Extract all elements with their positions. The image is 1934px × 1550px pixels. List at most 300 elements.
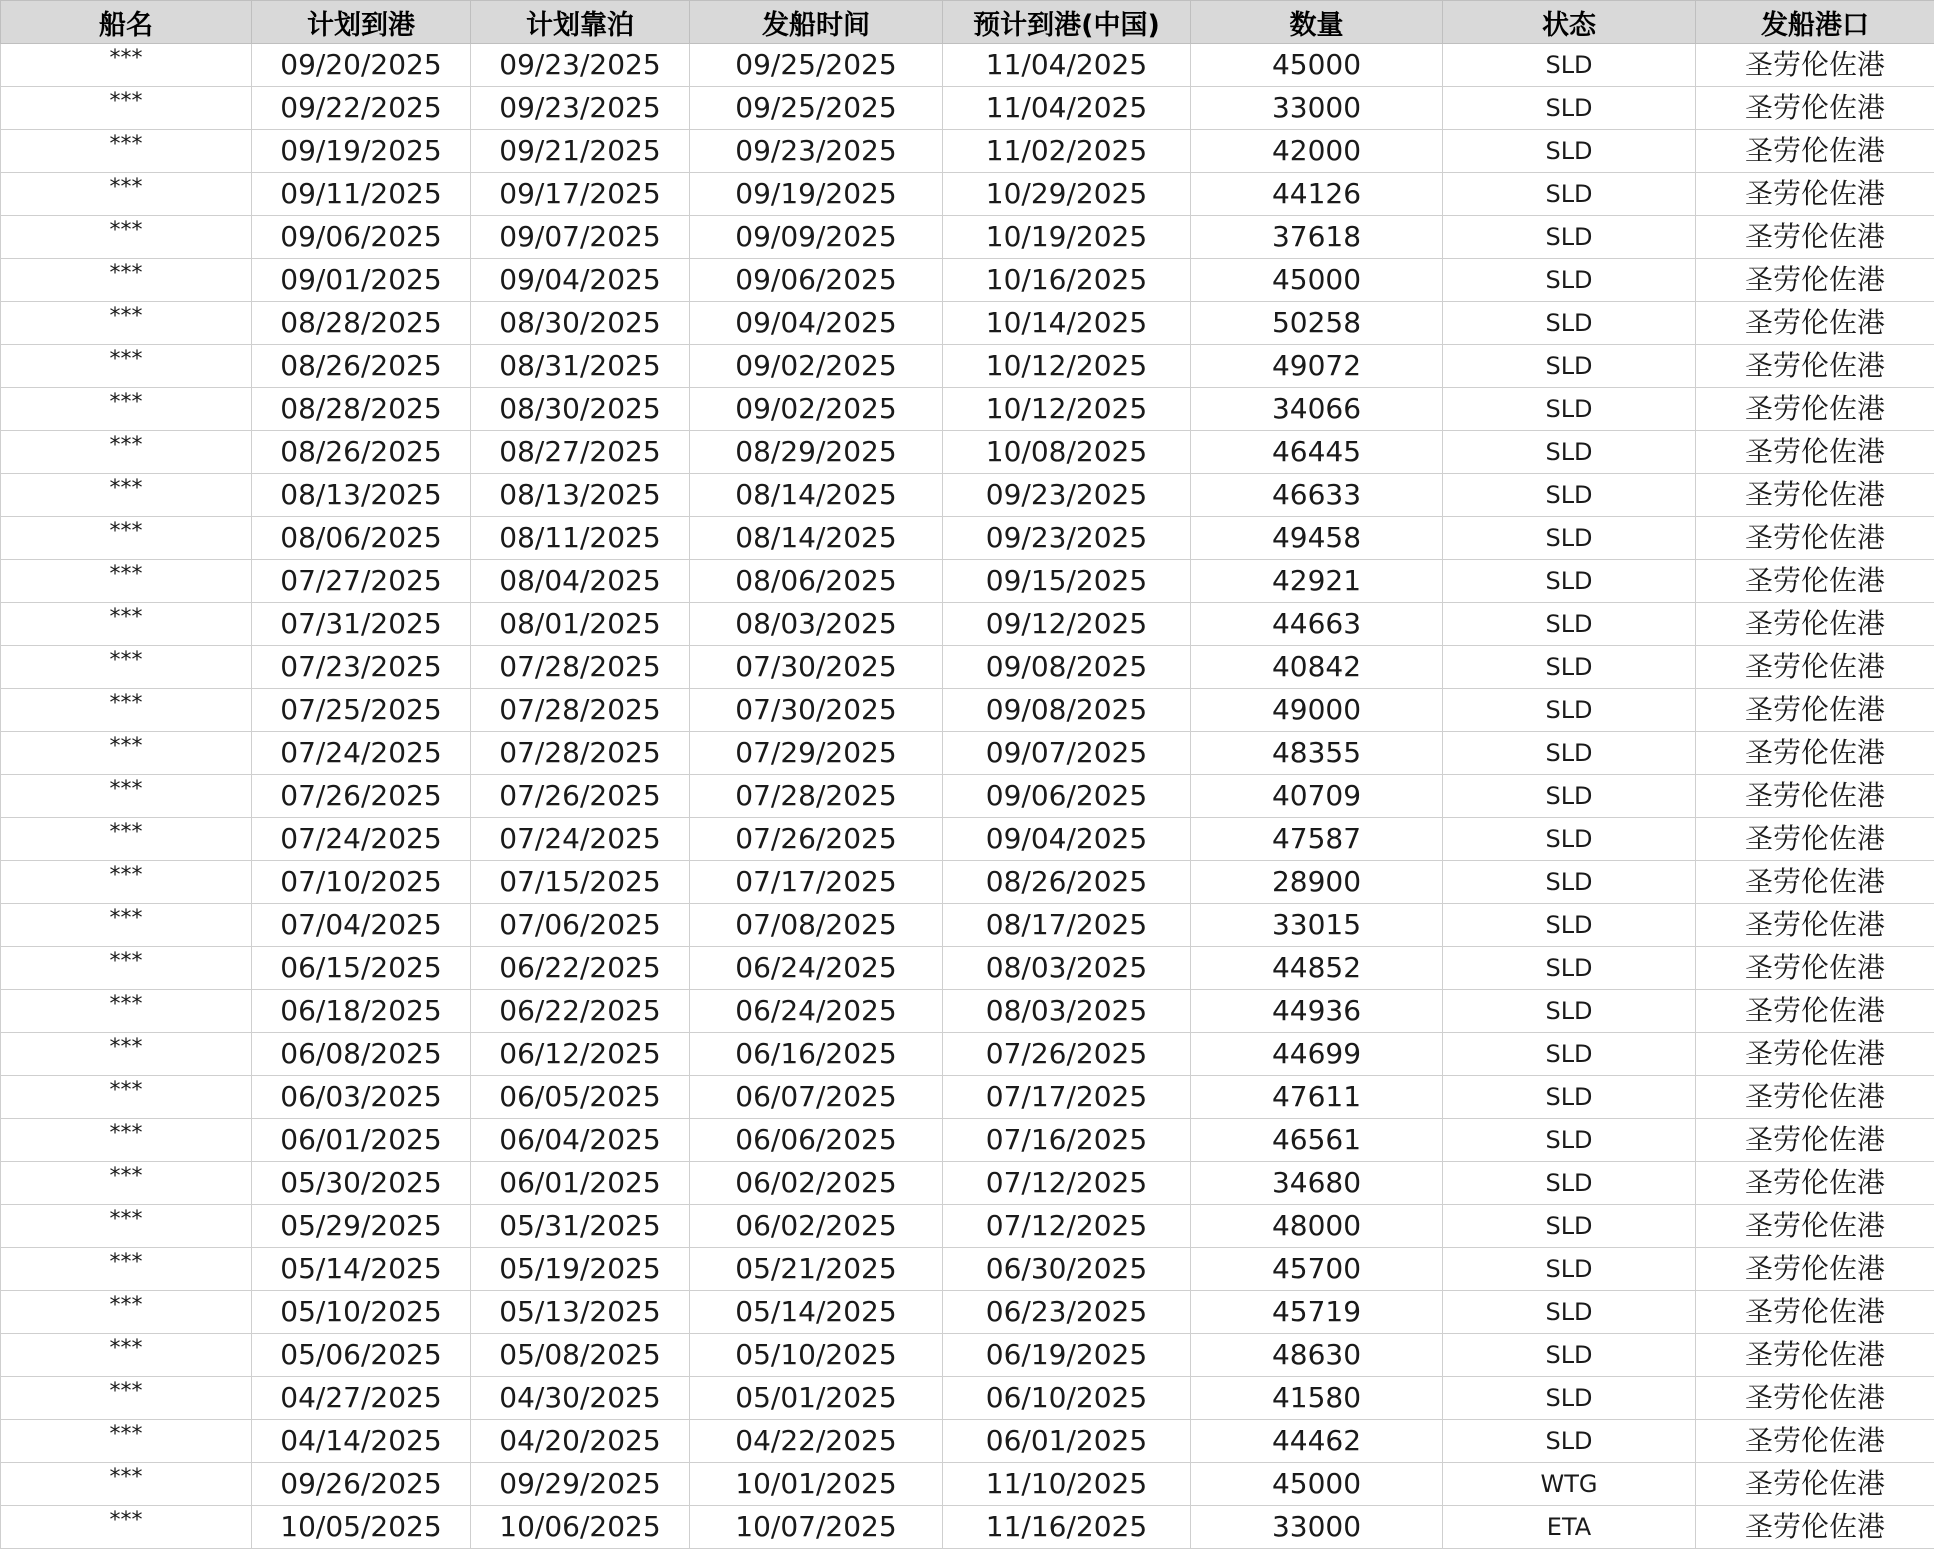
vessel-name-cell: *** [1,1248,252,1291]
quantity-cell: 42921 [1191,560,1443,603]
quantity-cell: 44699 [1191,1033,1443,1076]
table-row [1,302,1934,345]
departure-port-cell: 圣劳伦佐港 [1696,1291,1934,1334]
planned-berthing-cell: 09/29/2025 [471,1463,690,1506]
vessel-name-cell: *** [1,87,252,130]
vessel-name-cell: *** [1,1506,252,1549]
departure-port-cell: 圣劳伦佐港 [1696,302,1934,345]
planned-berthing-cell: 06/04/2025 [471,1119,690,1162]
vessel-name-cell: *** [1,1420,252,1463]
eta-china-cell: 10/12/2025 [943,345,1191,388]
planned-berthing-cell: 06/01/2025 [471,1162,690,1205]
planned-arrival-cell: 08/13/2025 [252,474,471,517]
eta-china-cell: 07/12/2025 [943,1205,1191,1248]
planned-berthing-cell: 08/30/2025 [471,302,690,345]
planned-arrival-cell: 07/31/2025 [252,603,471,646]
eta-china-cell: 10/29/2025 [943,173,1191,216]
planned-arrival-cell: 07/25/2025 [252,689,471,732]
planned-arrival-cell: 08/28/2025 [252,388,471,431]
departure-time-cell: 07/28/2025 [690,775,943,818]
quantity-cell: 28900 [1191,861,1443,904]
quantity-cell: 44462 [1191,1420,1443,1463]
vessel-name-cell: *** [1,130,252,173]
eta-china-cell: 09/15/2025 [943,560,1191,603]
status-cell: SLD [1443,87,1696,130]
departure-port-cell: 圣劳伦佐港 [1696,388,1934,431]
planned-berthing-cell: 07/28/2025 [471,689,690,732]
departure-time-cell: 07/29/2025 [690,732,943,775]
planned-arrival-cell: 07/04/2025 [252,904,471,947]
vessel-name-cell: *** [1,1463,252,1506]
status-cell: SLD [1443,1076,1696,1119]
vessel-name-cell: *** [1,474,252,517]
status-cell: SLD [1443,474,1696,517]
departure-port-cell: 圣劳伦佐港 [1696,818,1934,861]
quantity-cell: 33000 [1191,1506,1443,1549]
table-row [1,517,1934,560]
table-row [1,216,1934,259]
planned-arrival-cell: 07/24/2025 [252,818,471,861]
status-cell: SLD [1443,173,1696,216]
departure-port-cell: 圣劳伦佐港 [1696,173,1934,216]
departure-port-cell: 圣劳伦佐港 [1696,1205,1934,1248]
table-row [1,904,1934,947]
header-status: 状态 [1443,1,1696,44]
vessel-name-cell: *** [1,1033,252,1076]
quantity-cell: 46561 [1191,1119,1443,1162]
planned-arrival-cell: 08/26/2025 [252,345,471,388]
eta-china-cell: 08/17/2025 [943,904,1191,947]
departure-time-cell: 09/25/2025 [690,87,943,130]
status-cell: WTG [1443,1463,1696,1506]
planned-berthing-cell: 08/11/2025 [471,517,690,560]
status-cell: SLD [1443,732,1696,775]
planned-arrival-cell: 07/26/2025 [252,775,471,818]
status-cell: SLD [1443,990,1696,1033]
vessel-name-cell: *** [1,1205,252,1248]
status-cell: SLD [1443,818,1696,861]
table-row [1,861,1934,904]
table-row [1,431,1934,474]
planned-arrival-cell: 05/29/2025 [252,1205,471,1248]
eta-china-cell: 06/19/2025 [943,1334,1191,1377]
departure-time-cell: 09/09/2025 [690,216,943,259]
planned-berthing-cell: 09/23/2025 [471,44,690,87]
vessel-name-cell: *** [1,216,252,259]
header-departure-time: 发船时间 [690,1,943,44]
quantity-cell: 45000 [1191,44,1443,87]
eta-china-cell: 07/26/2025 [943,1033,1191,1076]
planned-arrival-cell: 05/14/2025 [252,1248,471,1291]
departure-port-cell: 圣劳伦佐港 [1696,861,1934,904]
table-row [1,1076,1934,1119]
quantity-cell: 45700 [1191,1248,1443,1291]
planned-berthing-cell: 08/27/2025 [471,431,690,474]
status-cell: ETA [1443,1506,1696,1549]
planned-arrival-cell: 05/30/2025 [252,1162,471,1205]
status-cell: SLD [1443,1162,1696,1205]
status-cell: SLD [1443,259,1696,302]
eta-china-cell: 07/17/2025 [943,1076,1191,1119]
planned-arrival-cell: 08/26/2025 [252,431,471,474]
planned-arrival-cell: 09/26/2025 [252,1463,471,1506]
vessel-name-cell: *** [1,689,252,732]
departure-port-cell: 圣劳伦佐港 [1696,1377,1934,1420]
planned-arrival-cell: 07/27/2025 [252,560,471,603]
departure-port-cell: 圣劳伦佐港 [1696,87,1934,130]
departure-time-cell: 05/01/2025 [690,1377,943,1420]
quantity-cell: 40709 [1191,775,1443,818]
vessel-name-cell: *** [1,1334,252,1377]
table-row [1,1033,1934,1076]
eta-china-cell: 07/16/2025 [943,1119,1191,1162]
planned-arrival-cell: 06/15/2025 [252,947,471,990]
departure-port-cell: 圣劳伦佐港 [1696,1420,1934,1463]
table-row [1,388,1934,431]
planned-berthing-cell: 09/07/2025 [471,216,690,259]
table-row [1,87,1934,130]
eta-china-cell: 09/12/2025 [943,603,1191,646]
planned-arrival-cell: 09/06/2025 [252,216,471,259]
vessel-name-cell: *** [1,560,252,603]
departure-time-cell: 10/01/2025 [690,1463,943,1506]
planned-berthing-cell: 04/30/2025 [471,1377,690,1420]
departure-port-cell: 圣劳伦佐港 [1696,130,1934,173]
departure-time-cell: 05/14/2025 [690,1291,943,1334]
planned-berthing-cell: 08/31/2025 [471,345,690,388]
header-vessel-name: 船名 [1,1,252,44]
departure-time-cell: 09/04/2025 [690,302,943,345]
planned-berthing-cell: 09/23/2025 [471,87,690,130]
vessel-name-cell: *** [1,818,252,861]
table-header [1,1,1934,44]
eta-china-cell: 08/03/2025 [943,990,1191,1033]
departure-time-cell: 09/06/2025 [690,259,943,302]
quantity-cell: 44126 [1191,173,1443,216]
status-cell: SLD [1443,904,1696,947]
table-row [1,1205,1934,1248]
vessel-name-cell: *** [1,861,252,904]
eta-china-cell: 06/30/2025 [943,1248,1191,1291]
status-cell: SLD [1443,1377,1696,1420]
planned-arrival-cell: 05/10/2025 [252,1291,471,1334]
departure-time-cell: 08/06/2025 [690,560,943,603]
eta-china-cell: 10/12/2025 [943,388,1191,431]
quantity-cell: 33015 [1191,904,1443,947]
planned-berthing-cell: 05/19/2025 [471,1248,690,1291]
planned-arrival-cell: 06/03/2025 [252,1076,471,1119]
planned-arrival-cell: 09/19/2025 [252,130,471,173]
status-cell: SLD [1443,775,1696,818]
quantity-cell: 44663 [1191,603,1443,646]
vessel-name-cell: *** [1,1162,252,1205]
planned-berthing-cell: 08/13/2025 [471,474,690,517]
table-row [1,732,1934,775]
planned-berthing-cell: 06/22/2025 [471,947,690,990]
departure-time-cell: 06/02/2025 [690,1205,943,1248]
departure-port-cell: 圣劳伦佐港 [1696,603,1934,646]
planned-arrival-cell: 06/18/2025 [252,990,471,1033]
quantity-cell: 47611 [1191,1076,1443,1119]
quantity-cell: 34680 [1191,1162,1443,1205]
planned-berthing-cell: 08/01/2025 [471,603,690,646]
vessel-name-cell: *** [1,603,252,646]
departure-time-cell: 06/07/2025 [690,1076,943,1119]
departure-port-cell: 圣劳伦佐港 [1696,904,1934,947]
status-cell: SLD [1443,603,1696,646]
vessel-name-cell: *** [1,44,252,87]
quantity-cell: 41580 [1191,1377,1443,1420]
departure-port-cell: 圣劳伦佐港 [1696,990,1934,1033]
table-row [1,1291,1934,1334]
departure-time-cell: 04/22/2025 [690,1420,943,1463]
planned-arrival-cell: 09/11/2025 [252,173,471,216]
planned-berthing-cell: 05/31/2025 [471,1205,690,1248]
planned-berthing-cell: 06/22/2025 [471,990,690,1033]
header-departure-port: 发船港口 [1696,1,1934,44]
vessel-name-cell: *** [1,173,252,216]
status-cell: SLD [1443,130,1696,173]
planned-berthing-cell: 08/04/2025 [471,560,690,603]
planned-berthing-cell: 06/05/2025 [471,1076,690,1119]
status-cell: SLD [1443,44,1696,87]
vessel-name-cell: *** [1,1119,252,1162]
table-row [1,1119,1934,1162]
table-row [1,1506,1934,1549]
departure-time-cell: 06/24/2025 [690,947,943,990]
planned-arrival-cell: 10/05/2025 [252,1506,471,1549]
departure-time-cell: 09/25/2025 [690,44,943,87]
planned-arrival-cell: 06/08/2025 [252,1033,471,1076]
quantity-cell: 33000 [1191,87,1443,130]
vessel-name-cell: *** [1,990,252,1033]
quantity-cell: 49000 [1191,689,1443,732]
table-row [1,947,1934,990]
departure-port-cell: 圣劳伦佐港 [1696,44,1934,87]
planned-berthing-cell: 09/04/2025 [471,259,690,302]
quantity-cell: 45000 [1191,259,1443,302]
eta-china-cell: 08/03/2025 [943,947,1191,990]
vessel-name-cell: *** [1,947,252,990]
departure-time-cell: 08/14/2025 [690,517,943,560]
planned-berthing-cell: 04/20/2025 [471,1420,690,1463]
vessel-name-cell: *** [1,646,252,689]
status-cell: SLD [1443,1291,1696,1334]
departure-port-cell: 圣劳伦佐港 [1696,345,1934,388]
status-cell: SLD [1443,345,1696,388]
quantity-cell: 49072 [1191,345,1443,388]
planned-berthing-cell: 05/13/2025 [471,1291,690,1334]
departure-port-cell: 圣劳伦佐港 [1696,1506,1934,1549]
quantity-cell: 37618 [1191,216,1443,259]
eta-china-cell: 09/07/2025 [943,732,1191,775]
departure-time-cell: 08/29/2025 [690,431,943,474]
table-row [1,1162,1934,1205]
planned-arrival-cell: 07/23/2025 [252,646,471,689]
eta-china-cell: 11/04/2025 [943,44,1191,87]
planned-arrival-cell: 08/06/2025 [252,517,471,560]
quantity-cell: 47587 [1191,818,1443,861]
departure-port-cell: 圣劳伦佐港 [1696,1076,1934,1119]
departure-port-cell: 圣劳伦佐港 [1696,216,1934,259]
status-cell: SLD [1443,302,1696,345]
eta-china-cell: 08/26/2025 [943,861,1191,904]
departure-port-cell: 圣劳伦佐港 [1696,431,1934,474]
table-row [1,1420,1934,1463]
table-row [1,689,1934,732]
quantity-cell: 48630 [1191,1334,1443,1377]
header-planned-arrival: 计划到港 [252,1,471,44]
departure-time-cell: 07/08/2025 [690,904,943,947]
departure-time-cell: 06/02/2025 [690,1162,943,1205]
status-cell: SLD [1443,388,1696,431]
planned-arrival-cell: 07/10/2025 [252,861,471,904]
planned-berthing-cell: 05/08/2025 [471,1334,690,1377]
departure-port-cell: 圣劳伦佐港 [1696,1119,1934,1162]
departure-port-cell: 圣劳伦佐港 [1696,689,1934,732]
table-row [1,603,1934,646]
departure-time-cell: 07/17/2025 [690,861,943,904]
quantity-cell: 46633 [1191,474,1443,517]
eta-china-cell: 06/23/2025 [943,1291,1191,1334]
header-quantity: 数量 [1191,1,1443,44]
eta-china-cell: 09/23/2025 [943,474,1191,517]
quantity-cell: 42000 [1191,130,1443,173]
header-planned-berthing: 计划靠泊 [471,1,690,44]
quantity-cell: 48355 [1191,732,1443,775]
status-cell: SLD [1443,1205,1696,1248]
planned-arrival-cell: 06/01/2025 [252,1119,471,1162]
departure-time-cell: 07/26/2025 [690,818,943,861]
eta-china-cell: 11/10/2025 [943,1463,1191,1506]
quantity-cell: 45000 [1191,1463,1443,1506]
quantity-cell: 48000 [1191,1205,1443,1248]
status-cell: SLD [1443,1119,1696,1162]
quantity-cell: 50258 [1191,302,1443,345]
departure-port-cell: 圣劳伦佐港 [1696,517,1934,560]
eta-china-cell: 10/16/2025 [943,259,1191,302]
departure-port-cell: 圣劳伦佐港 [1696,1033,1934,1076]
planned-arrival-cell: 09/20/2025 [252,44,471,87]
departure-port-cell: 圣劳伦佐港 [1696,947,1934,990]
departure-time-cell: 06/16/2025 [690,1033,943,1076]
status-cell: SLD [1443,517,1696,560]
departure-time-cell: 09/23/2025 [690,130,943,173]
eta-china-cell: 09/04/2025 [943,818,1191,861]
departure-port-cell: 圣劳伦佐港 [1696,1162,1934,1205]
quantity-cell: 49458 [1191,517,1443,560]
table-body [1,44,1934,1549]
eta-china-cell: 10/08/2025 [943,431,1191,474]
header-row [1,1,1934,44]
table-row [1,646,1934,689]
table-row [1,990,1934,1033]
departure-port-cell: 圣劳伦佐港 [1696,560,1934,603]
departure-time-cell: 09/02/2025 [690,345,943,388]
planned-arrival-cell: 04/14/2025 [252,1420,471,1463]
departure-port-cell: 圣劳伦佐港 [1696,1334,1934,1377]
departure-port-cell: 圣劳伦佐港 [1696,259,1934,302]
eta-china-cell: 09/23/2025 [943,517,1191,560]
planned-berthing-cell: 09/21/2025 [471,130,690,173]
planned-berthing-cell: 07/26/2025 [471,775,690,818]
table-row [1,775,1934,818]
departure-time-cell: 07/30/2025 [690,689,943,732]
departure-time-cell: 07/30/2025 [690,646,943,689]
eta-china-cell: 09/08/2025 [943,689,1191,732]
status-cell: SLD [1443,689,1696,732]
departure-port-cell: 圣劳伦佐港 [1696,646,1934,689]
departure-time-cell: 10/07/2025 [690,1506,943,1549]
table-row [1,44,1934,87]
quantity-cell: 45719 [1191,1291,1443,1334]
departure-port-cell: 圣劳伦佐港 [1696,474,1934,517]
vessel-name-cell: *** [1,259,252,302]
planned-arrival-cell: 09/01/2025 [252,259,471,302]
planned-berthing-cell: 07/24/2025 [471,818,690,861]
status-cell: SLD [1443,1033,1696,1076]
table-row [1,474,1934,517]
planned-berthing-cell: 06/12/2025 [471,1033,690,1076]
departure-port-cell: 圣劳伦佐港 [1696,1463,1934,1506]
table-row [1,1377,1934,1420]
eta-china-cell: 11/02/2025 [943,130,1191,173]
planned-berthing-cell: 08/30/2025 [471,388,690,431]
planned-arrival-cell: 09/22/2025 [252,87,471,130]
departure-time-cell: 08/14/2025 [690,474,943,517]
status-cell: SLD [1443,646,1696,689]
planned-arrival-cell: 05/06/2025 [252,1334,471,1377]
vessel-name-cell: *** [1,775,252,818]
status-cell: SLD [1443,947,1696,990]
planned-arrival-cell: 04/27/2025 [252,1377,471,1420]
eta-china-cell: 09/08/2025 [943,646,1191,689]
table-row [1,560,1934,603]
planned-berthing-cell: 07/28/2025 [471,646,690,689]
vessel-name-cell: *** [1,904,252,947]
table-row [1,1463,1934,1506]
planned-berthing-cell: 07/15/2025 [471,861,690,904]
table-row [1,818,1934,861]
status-cell: SLD [1443,431,1696,474]
header-eta-china: 预计到港(中国) [943,1,1191,44]
planned-berthing-cell: 07/06/2025 [471,904,690,947]
vessel-name-cell: *** [1,517,252,560]
departure-time-cell: 06/06/2025 [690,1119,943,1162]
vessel-name-cell: *** [1,388,252,431]
quantity-cell: 46445 [1191,431,1443,474]
table-row [1,345,1934,388]
status-cell: SLD [1443,560,1696,603]
eta-china-cell: 07/12/2025 [943,1162,1191,1205]
planned-arrival-cell: 08/28/2025 [252,302,471,345]
eta-china-cell: 10/14/2025 [943,302,1191,345]
planned-berthing-cell: 09/17/2025 [471,173,690,216]
quantity-cell: 40842 [1191,646,1443,689]
departure-time-cell: 09/19/2025 [690,173,943,216]
eta-china-cell: 06/10/2025 [943,1377,1191,1420]
departure-time-cell: 05/10/2025 [690,1334,943,1377]
eta-china-cell: 11/04/2025 [943,87,1191,130]
table-row [1,259,1934,302]
planned-berthing-cell: 10/06/2025 [471,1506,690,1549]
table-row [1,1334,1934,1377]
planned-arrival-cell: 07/24/2025 [252,732,471,775]
vessel-name-cell: *** [1,732,252,775]
departure-time-cell: 05/21/2025 [690,1248,943,1291]
vessel-name-cell: *** [1,1377,252,1420]
departure-time-cell: 06/24/2025 [690,990,943,1033]
